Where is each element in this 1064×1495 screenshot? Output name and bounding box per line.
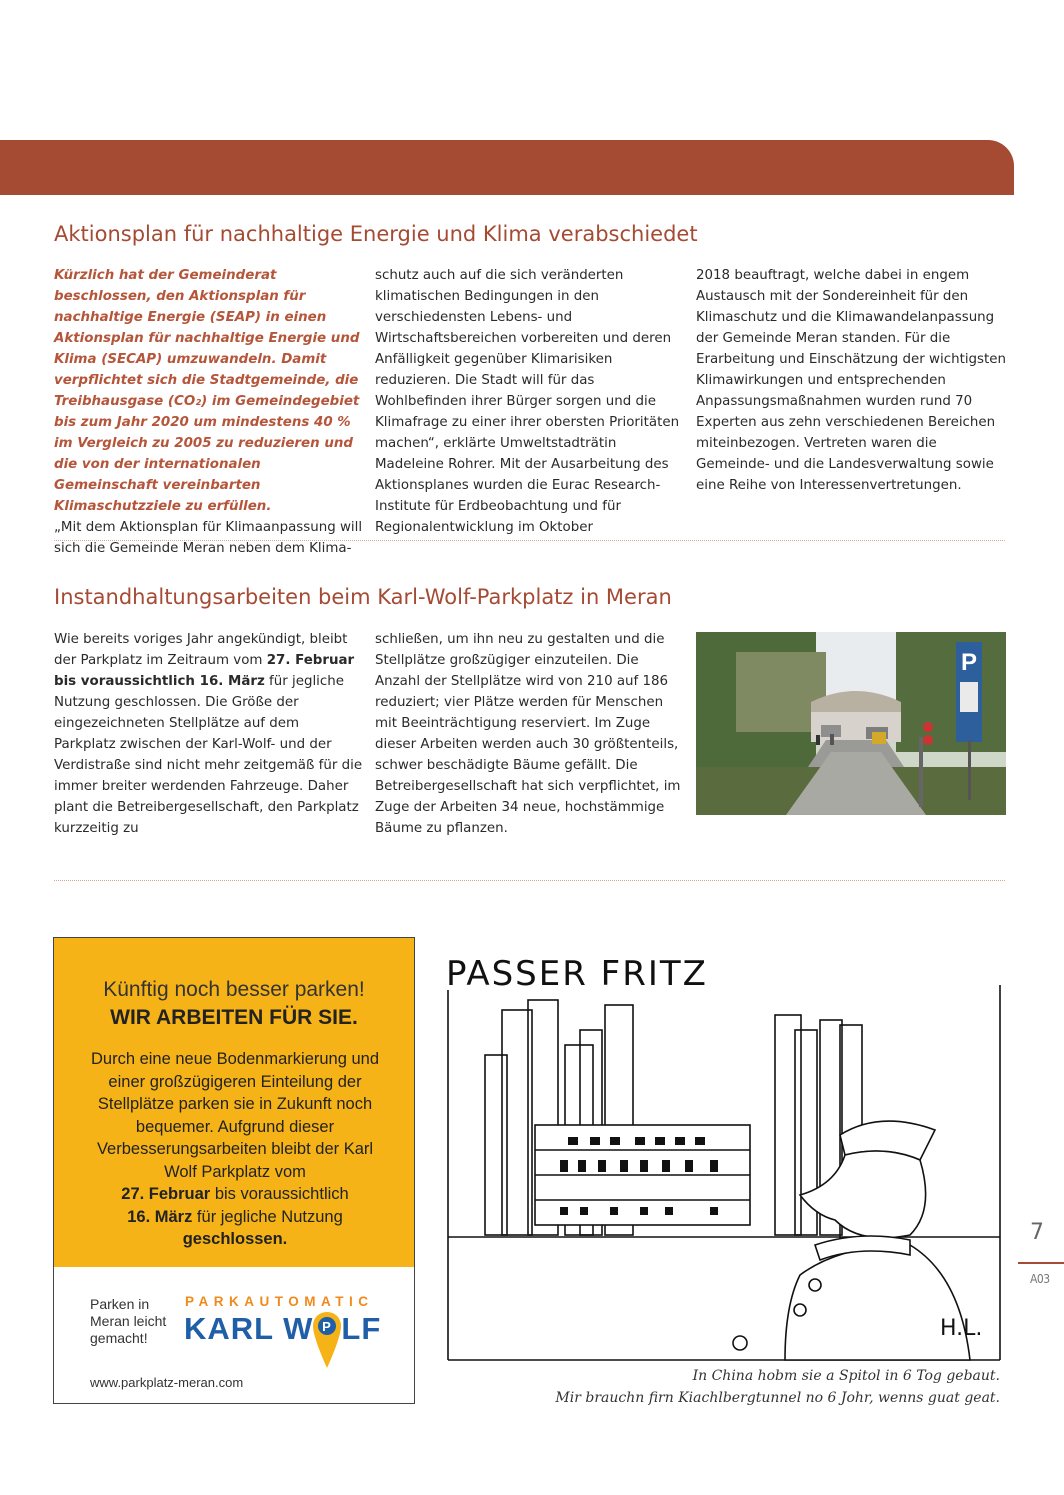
brand-parkautomatic: PARKAUTOMATIC	[185, 1294, 374, 1309]
article1-col3-text: 2018 beauftragt, welche dabei in engem Austausch mit der Sondereinheit für den Klimaschutz und die Klimawandelanpassung der Gemeinde Meran standen. Für die Erarbeitung und Einschätzung der wichtigsten Klimawirkungen und entsprechenden Anpassungsmaßnahmen wurden rund 70 Experten aus zehn verschiedenen Bereichen miteinbezogen. Vertreten waren die Gemeinde- und die Landesverwaltung sowie eine Reihe von Interessenvertretungen.	[696, 268, 1006, 493]
ad-date-end: 16. März	[127, 1207, 193, 1226]
article1-col2	[375, 265, 685, 538]
ad-date-start: 27. Februar	[121, 1185, 211, 1203]
ad-body	[84, 1048, 386, 1251]
parking-ad	[53, 937, 415, 1404]
article1-col1	[54, 265, 364, 559]
article2-col2	[375, 629, 685, 839]
article1-lead: Kürzlich hat der Gemeinderat beschlossen, den Aktionsplan für nachhaltige Energie (SEAP) in einen Aktionsplan für nachhaltige Energie und Klima (SECAP) umzuwandeln. Damit verpflichtet sich die Stadtgemeinde, die Treibhausgase (CO₂) im Gemeindegebiet bis zum Jahr 2020 um mindestens 40 % im Vergleich zu 2005 zu reduzieren und die von der internationalen Gemeinschaft vereinbarten Klimaschutzziele zu erfüllen.	[54, 268, 360, 514]
ad-body-text2: bis voraussichtlich	[210, 1185, 349, 1203]
article2-col2-text: schließen, um ihn neu zu gestalten und die Stellplätze großzügiger einzuteilen. Die Anzahl der Stellplätze wird von 210 auf 186 reduziert; vier Plätze werden für Menschen mit Beeinträchtigung reserviert. Im Zuge dieser Arbeiten werden auch 30 größtenteils, schwer beschädigte Bäume gefällt. Die Betreibergesellschaft hat sich verpflichtet, im Zuge der Arbeiten 34 neue, hochstämmige Bäume zu pflanzen.	[375, 632, 681, 836]
parking-sign-letter: P	[960, 649, 978, 676]
divider	[54, 880, 1005, 881]
brand-karl-wolf	[184, 1311, 381, 1347]
cartoon-signature: H.L.	[940, 1316, 983, 1341]
brand-name-part2: LF	[341, 1311, 382, 1346]
header-band	[0, 140, 1014, 195]
cartoon-caption-line1: In China hobm sie a Spitol in 6 Tog gebaut.	[692, 1368, 1000, 1384]
page-code: A03	[1030, 1272, 1050, 1286]
cartoon-title: PASSER FRITZ	[446, 954, 708, 994]
article2-col1-a: Wie bereits voriges Jahr angekündigt, bleibt der Parkplatz im Zeitraum vom	[54, 632, 348, 668]
page-number: 7	[1030, 1220, 1044, 1245]
article1-col3	[696, 265, 1006, 496]
brand-name-part1: KARL W	[184, 1311, 314, 1346]
ad-subtitle: WIR ARBEITEN FÜR SIE.	[110, 1006, 358, 1029]
pin-icon	[314, 1312, 340, 1342]
page-number-rule	[1018, 1262, 1064, 1264]
divider	[54, 540, 1005, 541]
ad-body-text3: für jegliche Nutzung	[192, 1207, 343, 1226]
ad-url: www.parkplatz-meran.com	[90, 1375, 244, 1390]
article1-col2-text: schutz auch auf die sich veränderten klimatischen Bedingungen in den verschiedensten Lebens- und Wirtschaftsbereichen vorbereiten und deren Anfälligkeit gegenüber Klimarisiken reduzieren. Die Stadt will für das Wohlbefinden ihrer Bürger sorgen und die Klimafrage zu einer ihrer obersten Prioritäten machen“, erklärte Umweltstadträtin Madeleine Rohrer. Mit der Ausarbeitung des Aktionsplanes wurden die Eurac Research-Institute für Erdbeobachtung und für Regionalentwicklung im Oktober	[375, 268, 680, 535]
article2-col1-c: für jegliche Nutzung geschlossen. Die Größe der eingezeichneten Stellplätze auf dem Parkplatz zwischen der Karl-Wolf- und der Verdistraße sind nicht mehr zeitgemäß für die immer breiter werdenden Fahrzeuge. Daher plant die Betreibergesellschaft, den Parkplatz kurzzeitig zu	[54, 674, 363, 836]
ad-closed: geschlossen.	[182, 1230, 288, 1248]
article2-col1	[54, 629, 364, 839]
ad-slogan: Parken in Meran leicht gemacht!	[90, 1296, 167, 1346]
article2-title: Instandhaltungsarbeiten beim Karl-Wolf-Parkplatz in Meran	[54, 585, 672, 609]
cartoon	[440, 945, 1010, 1365]
article2-dates: 27. Februar bis voraussichtlich 16. März	[54, 653, 355, 689]
article1-title: Aktionsplan für nachhaltige Energie und Klima verabschiedet	[54, 222, 698, 246]
ad-body-text: Durch eine neue Bodenmarkierung und einer großzügigeren Einteilung der Stellplätze parken sie in Zukunft noch bequemer. Aufgrund dieser Verbesserungsarbeiten bleibt der Karl Wolf Parkplatz vom	[90, 1050, 380, 1181]
article1-col1-text: „Mit dem Aktionsplan für Klimaanpassung will sich die Gemeinde Meran neben dem Klima-	[54, 520, 363, 556]
ad-title: Künftig noch besser parken!	[103, 978, 365, 1001]
cartoon-caption-line2: Mir brauchn firn Kiachlbergtunnel no 6 Johr, wenns guat geat.	[555, 1390, 1000, 1406]
parking-photo	[696, 632, 1006, 815]
svg-text:P: P	[322, 1319, 333, 1334]
